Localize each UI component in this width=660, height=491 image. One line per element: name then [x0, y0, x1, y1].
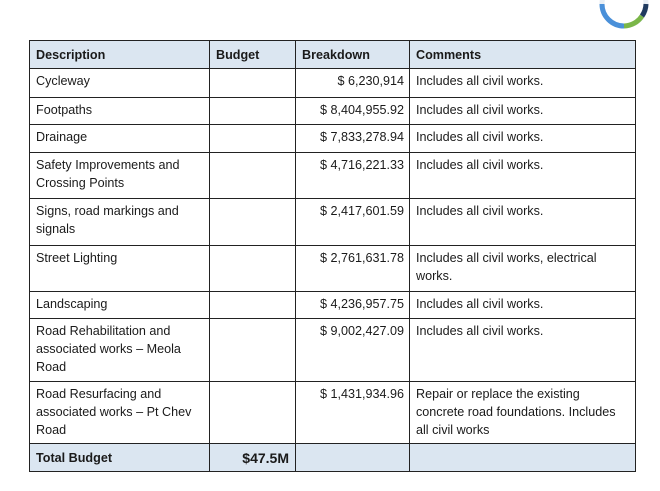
row-comments: Includes all civil works. [410, 98, 636, 125]
row-budget [210, 153, 296, 199]
row-comments: Includes all civil works. [410, 69, 636, 98]
row-description: Safety Improvements and Crossing Points [30, 153, 210, 199]
header-comments: Comments [410, 41, 636, 69]
row-budget [210, 382, 296, 444]
row-comments: Includes all civil works. [410, 125, 636, 153]
table-row [30, 246, 636, 292]
row-comments: Includes all civil works. [410, 292, 636, 319]
table-row [30, 292, 636, 319]
row-description: Landscaping [30, 292, 210, 319]
table-row [30, 125, 636, 153]
row-breakdown: $ 4,716,221.33 [296, 153, 410, 199]
table-row [30, 69, 636, 98]
row-breakdown: $ 1,431,934.96 [296, 382, 410, 444]
row-comments: Includes all civil works. [410, 319, 636, 382]
table-row [30, 319, 636, 382]
row-description: Street Lighting [30, 246, 210, 292]
table-row [30, 98, 636, 125]
row-breakdown: $ 2,417,601.59 [296, 199, 410, 246]
total-breakdown [296, 444, 410, 472]
row-comments: Includes all civil works. [410, 199, 636, 246]
row-description: Road Rehabilitation and associated works – Meola Road [30, 319, 210, 382]
row-description: Signs, road markings and signals [30, 199, 210, 246]
table-header-row [30, 41, 636, 69]
header-budget: Budget [210, 41, 296, 69]
header-description: Description [30, 41, 210, 69]
total-budget-value: $47.5M [210, 444, 296, 472]
row-budget [210, 125, 296, 153]
row-budget [210, 292, 296, 319]
row-description: Drainage [30, 125, 210, 153]
row-description: Road Resurfacing and associated works – Pt Chev Road [30, 382, 210, 444]
header-breakdown: Breakdown [296, 41, 410, 69]
total-comments [410, 444, 636, 472]
total-label: Total Budget [30, 444, 210, 472]
row-description: Cycleway [30, 69, 210, 98]
total-row [30, 444, 636, 472]
row-breakdown: $ 9,002,427.09 [296, 319, 410, 382]
budget-table [29, 40, 636, 472]
row-breakdown: $ 4,236,957.75 [296, 292, 410, 319]
row-budget [210, 69, 296, 98]
table-row [30, 382, 636, 444]
row-budget [210, 246, 296, 292]
table-row [30, 153, 636, 199]
row-comments: Repair or replace the existing concrete road foundations. Includes all civil works [410, 382, 636, 444]
row-budget [210, 98, 296, 125]
table-row [30, 199, 636, 246]
row-description: Footpaths [30, 98, 210, 125]
row-breakdown: $ 7,833,278.94 [296, 125, 410, 153]
row-breakdown: $ 8,404,955.92 [296, 98, 410, 125]
row-comments: Includes all civil works. [410, 153, 636, 199]
circular-logo-icon [598, 0, 650, 30]
row-budget [210, 319, 296, 382]
row-budget [210, 199, 296, 246]
row-breakdown: $ 2,761,631.78 [296, 246, 410, 292]
row-comments: Includes all civil works, electrical works. [410, 246, 636, 292]
row-breakdown: $ 6,230,914 [296, 69, 410, 98]
